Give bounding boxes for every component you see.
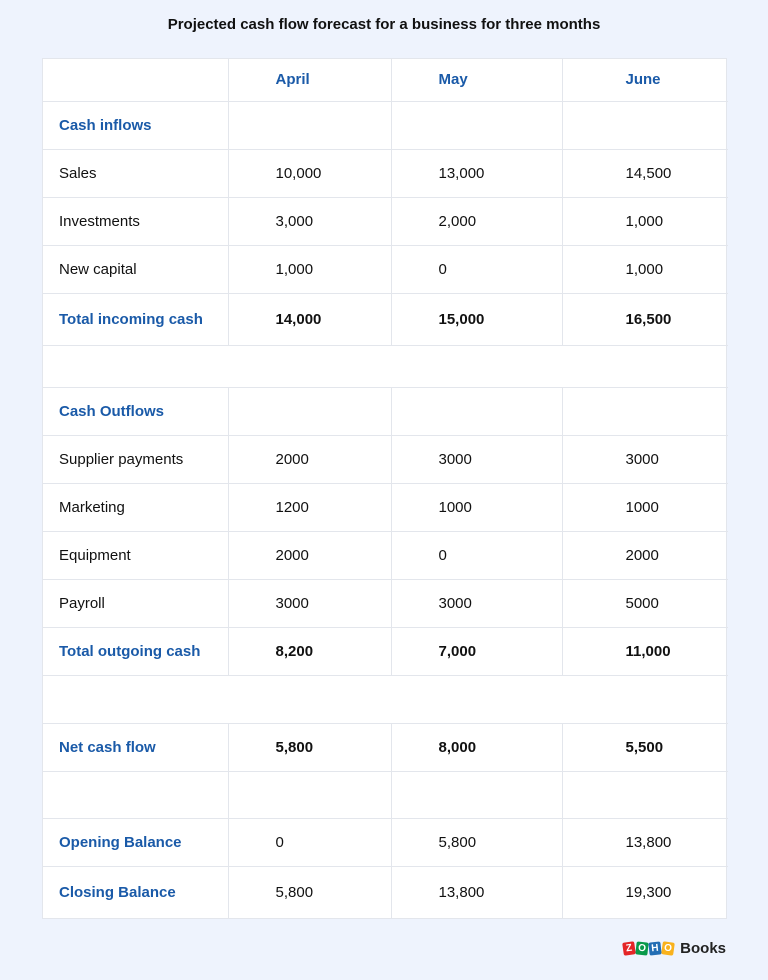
- table-cell: 1000: [562, 483, 728, 531]
- empty-cell: [562, 387, 728, 435]
- table-cell: 1,000: [562, 197, 728, 245]
- table-row: [43, 435, 728, 483]
- total-cell: 7,000: [391, 627, 562, 675]
- empty-cell: [228, 387, 391, 435]
- table-cell: 5000: [562, 579, 728, 627]
- total-cell: 8,200: [228, 627, 391, 675]
- table-cell: 3000: [228, 579, 391, 627]
- table-cell: 1000: [391, 483, 562, 531]
- row-label: Equipment: [43, 531, 228, 579]
- table-row: [43, 245, 728, 293]
- row-label: Payroll: [43, 579, 228, 627]
- spacer-row: [43, 675, 728, 723]
- total-outgoing-row: [43, 627, 728, 675]
- table-cell: 10,000: [228, 149, 391, 197]
- total-cell: 11,000: [562, 627, 728, 675]
- spacer-row: [43, 345, 728, 387]
- row-label: Investments: [43, 197, 228, 245]
- table-cell: 3000: [562, 435, 728, 483]
- table-cell: 14,500: [562, 149, 728, 197]
- table-row: [43, 483, 728, 531]
- total-cell: 16,500: [562, 293, 728, 345]
- closing-balance-label: Closing Balance: [43, 866, 228, 918]
- empty-cell: [228, 771, 391, 818]
- net-cell: 5,500: [562, 723, 728, 771]
- blank-row: [43, 771, 728, 818]
- row-label: Supplier payments: [43, 435, 228, 483]
- net-cash-flow-row: [43, 723, 728, 771]
- net-cell: 5,800: [228, 723, 391, 771]
- table-cell: 2,000: [391, 197, 562, 245]
- brand-name: Books: [680, 940, 726, 957]
- table-row: [43, 197, 728, 245]
- opening-balance-row: [43, 818, 728, 866]
- section-header-inflows: Cash inflows: [43, 101, 228, 149]
- empty-cell: [228, 101, 391, 149]
- header-row: [43, 59, 728, 101]
- total-cell: 14,000: [228, 293, 391, 345]
- table-cell: 13,000: [391, 149, 562, 197]
- spacer-cell: [43, 345, 728, 387]
- total-incoming-row: [43, 293, 728, 345]
- logo-letter: H: [649, 941, 662, 955]
- logo-letter: O: [661, 941, 675, 956]
- column-header-april: April: [228, 59, 391, 101]
- table-cell: 13,800: [562, 818, 728, 866]
- empty-cell: [43, 771, 228, 818]
- row-label: New capital: [43, 245, 228, 293]
- logo-letter: O: [636, 941, 649, 955]
- table-cell: 13,800: [391, 866, 562, 918]
- table-cell: 0: [228, 818, 391, 866]
- row-label: Marketing: [43, 483, 228, 531]
- total-outgoing-label: Total outgoing cash: [43, 627, 228, 675]
- logo-letter: Z: [622, 941, 636, 956]
- header-corner-cell: [43, 59, 228, 101]
- row-label: Sales: [43, 149, 228, 197]
- column-header-may: May: [391, 59, 562, 101]
- empty-cell: [562, 101, 728, 149]
- section-header-outflows: Cash Outflows: [43, 387, 228, 435]
- table-cell: 5,800: [391, 818, 562, 866]
- empty-cell: [391, 101, 562, 149]
- net-cell: 8,000: [391, 723, 562, 771]
- total-incoming-label: Total incoming cash: [43, 293, 228, 345]
- table-cell: 5,800: [228, 866, 391, 918]
- cash-flow-table: [42, 58, 727, 919]
- spacer-cell: [43, 675, 728, 723]
- empty-cell: [562, 771, 728, 818]
- table-cell: 2000: [228, 435, 391, 483]
- table-cell: 3000: [391, 435, 562, 483]
- closing-balance-row: [43, 866, 728, 918]
- table-cell: 1,000: [228, 245, 391, 293]
- total-cell: 15,000: [391, 293, 562, 345]
- table-cell: 2000: [228, 531, 391, 579]
- table-row: [43, 149, 728, 197]
- table-cell: 19,300: [562, 866, 728, 918]
- empty-cell: [391, 387, 562, 435]
- column-header-june: June: [562, 59, 728, 101]
- zoho-books-brand: [623, 940, 726, 957]
- table-cell: 2000: [562, 531, 728, 579]
- page-title: Projected cash flow forecast for a business for three months: [167, 16, 601, 33]
- table-cell: 0: [391, 531, 562, 579]
- opening-balance-label: Opening Balance: [43, 818, 228, 866]
- inflows-section-row: [43, 101, 728, 149]
- table-cell: 3000: [391, 579, 562, 627]
- zoho-logo-icon: [623, 942, 674, 955]
- outflows-section-row: [43, 387, 728, 435]
- table-cell: 1200: [228, 483, 391, 531]
- table-cell: 0: [391, 245, 562, 293]
- table-row: [43, 531, 728, 579]
- table-cell: 3,000: [228, 197, 391, 245]
- net-cash-flow-label: Net cash flow: [43, 723, 228, 771]
- table-row: [43, 579, 728, 627]
- empty-cell: [391, 771, 562, 818]
- table-cell: 1,000: [562, 245, 728, 293]
